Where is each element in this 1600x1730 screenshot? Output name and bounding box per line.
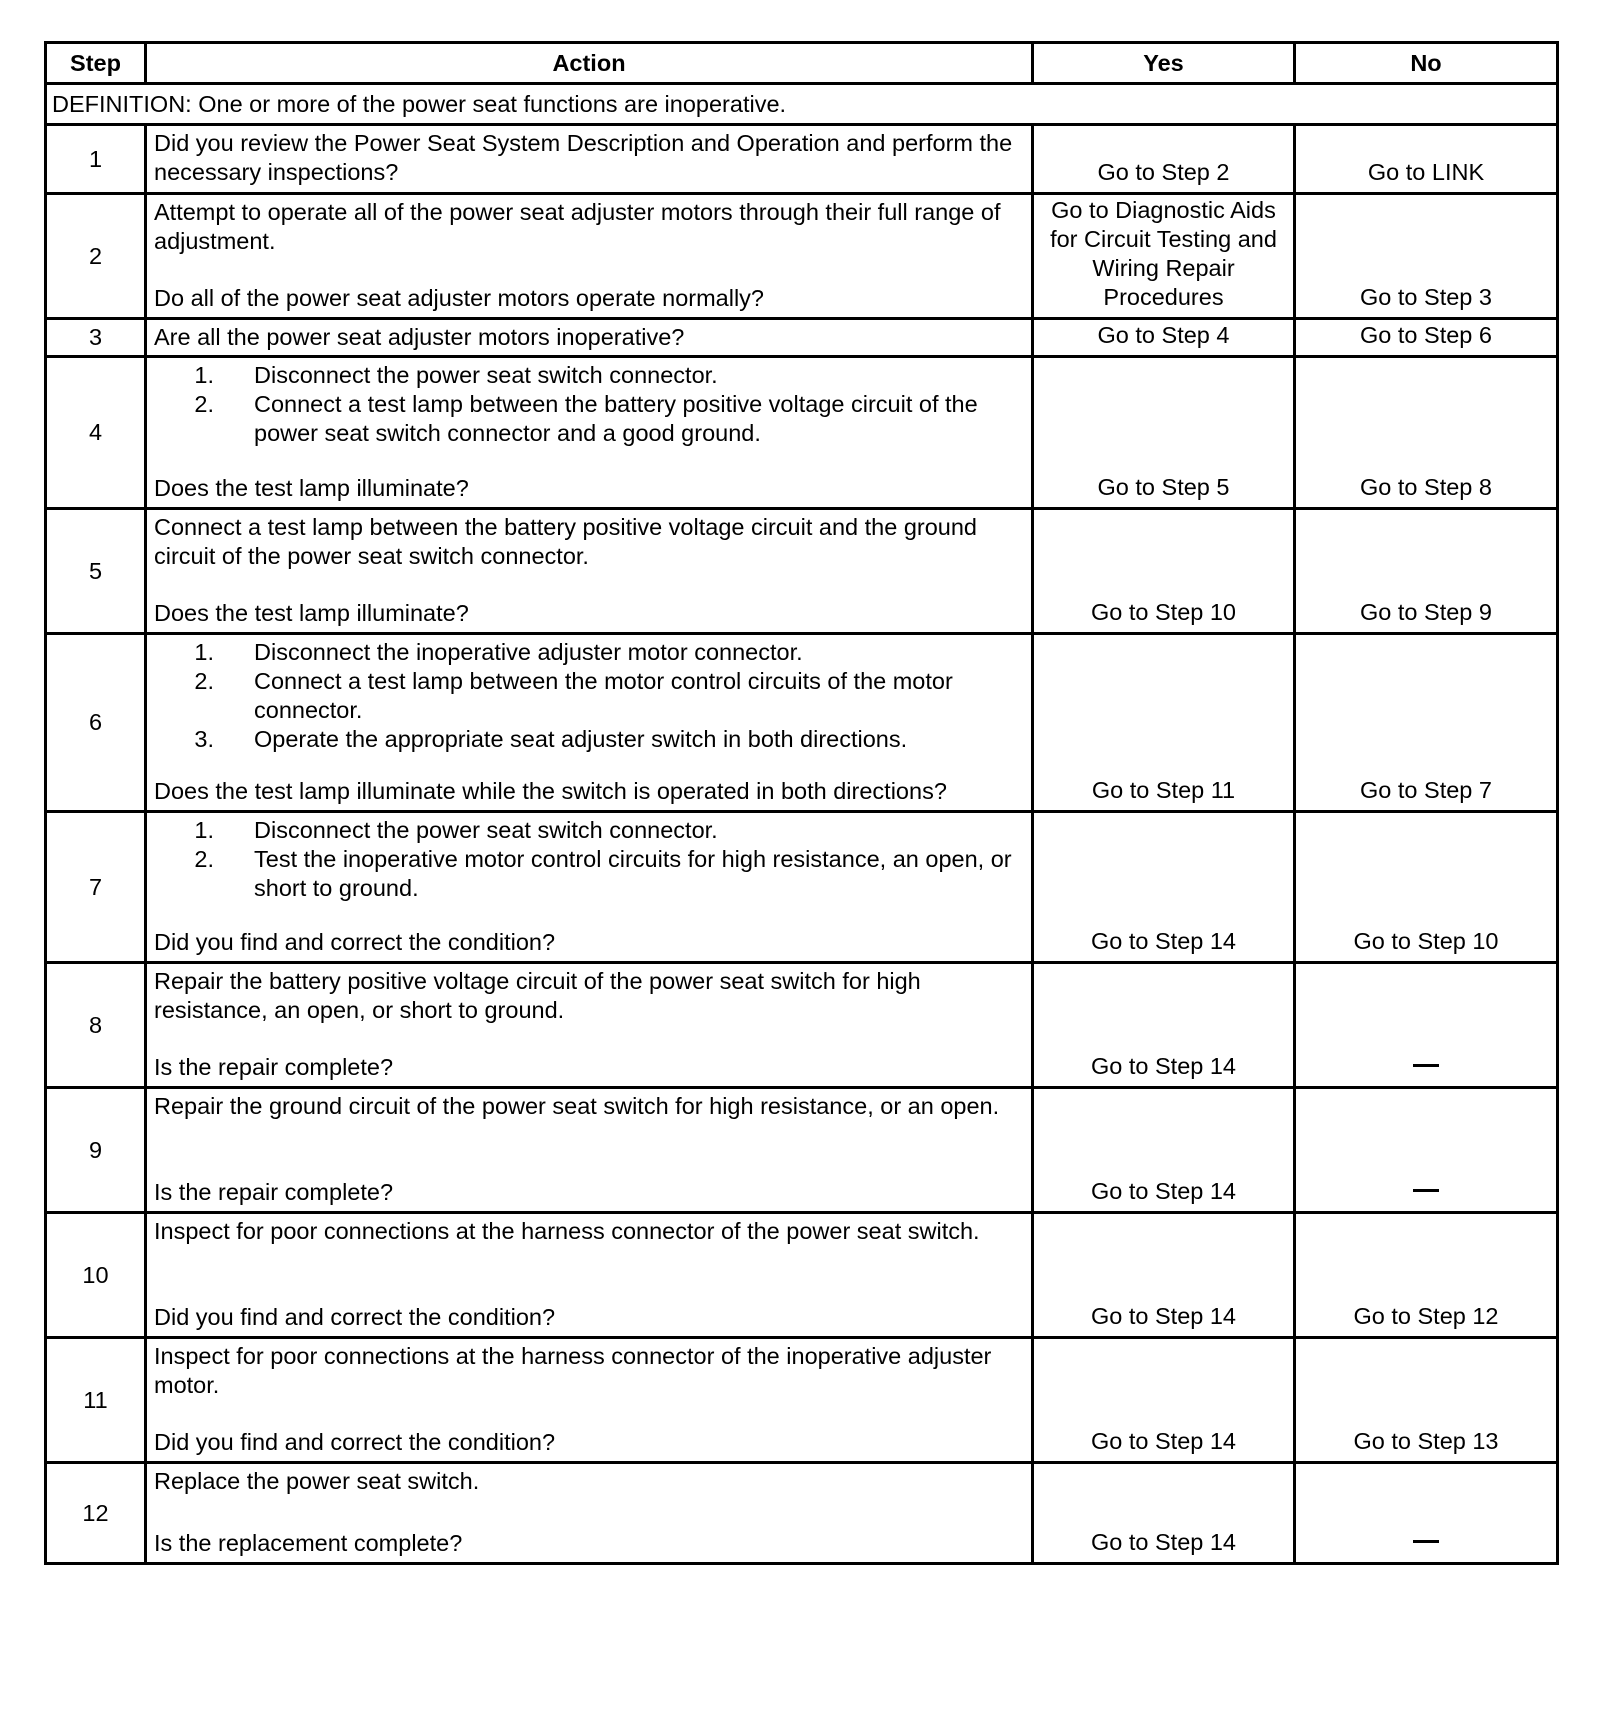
action-steps-list (154, 361, 1025, 448)
action-text: Inspect for poor connections at the harness connector of the inoperative adjuster motor. (154, 1343, 992, 1398)
header-step: Step (46, 43, 146, 84)
action-question: Did you find and correct the condition? (154, 1429, 556, 1455)
no-result (1295, 1088, 1558, 1213)
table-row (46, 634, 1558, 812)
action-cell (146, 1088, 1033, 1213)
action-question: Is the replacement complete? (154, 1530, 463, 1556)
yes-result: Go to Step 4 (1033, 319, 1295, 357)
action-question: Is the repair complete? (154, 1179, 394, 1205)
action-step-item: 2. Test the inoperative motor control circuits for high resistance, an open, or short to ground. (194, 846, 1012, 901)
definition-text: DEFINITION: One or more of the power seat functions are inoperative. (46, 84, 1558, 125)
no-result: Go to Step 13 (1295, 1338, 1558, 1463)
action-cell (146, 812, 1033, 963)
table-row (46, 319, 1558, 357)
no-result: Go to Step 9 (1295, 509, 1558, 634)
action-cell (146, 125, 1033, 194)
action-text: Connect a test lamp between the battery positive voltage circuit and the ground circuit of the power seat switch connector. (154, 514, 977, 569)
yes-result: Go to Step 14 (1033, 963, 1295, 1088)
step-number: 11 (46, 1338, 146, 1463)
action-steps-list (154, 816, 1025, 903)
table-row (46, 1463, 1558, 1564)
not-applicable-dash (1413, 1189, 1439, 1192)
action-question: Does the test lamp illuminate while the switch is operated in both directions? (154, 778, 947, 804)
action-cell (146, 194, 1033, 319)
step-number: 12 (46, 1463, 146, 1564)
no-result: Go to Step 10 (1295, 812, 1558, 963)
step-number: 8 (46, 963, 146, 1088)
action-step-item: 2. Connect a test lamp between the battery positive voltage circuit of the power seat switch connector and a good ground. (194, 391, 978, 446)
definition-row (46, 84, 1558, 125)
step-number: 5 (46, 509, 146, 634)
no-result (1295, 1463, 1558, 1564)
no-result: Go to Step 12 (1295, 1213, 1558, 1338)
yes-result: Go to Diagnostic Aids for Circuit Testing and Wiring Repair Procedures (1033, 194, 1295, 319)
table-row (46, 812, 1558, 963)
step-number: 6 (46, 634, 146, 812)
table-row (46, 125, 1558, 194)
action-text: Repair the ground circuit of the power seat switch for high resistance, or an open. (154, 1093, 1000, 1119)
action-cell (146, 1338, 1033, 1463)
table-row (46, 1213, 1558, 1338)
action-cell (146, 1213, 1033, 1338)
yes-result: Go to Step 10 (1033, 509, 1295, 634)
action-cell (146, 634, 1033, 812)
yes-result: Go to Step 14 (1033, 1213, 1295, 1338)
action-question: Did you find and correct the condition? (154, 929, 556, 955)
not-applicable-dash (1413, 1540, 1439, 1543)
not-applicable-dash (1413, 1064, 1439, 1067)
action-cell (146, 319, 1033, 357)
action-text: Repair the battery positive voltage circuit of the power seat switch for high resistance, an open, or short to ground. (154, 968, 921, 1023)
action-step-item: 2. Connect a test lamp between the motor control circuits of the motor connector. (194, 668, 953, 723)
table-row (46, 963, 1558, 1088)
step-number: 3 (46, 319, 146, 357)
step-number: 4 (46, 357, 146, 509)
action-text: Did you review the Power Seat System Description and Operation and perform the necessary inspections? (154, 130, 1013, 185)
yes-result: Go to Step 5 (1033, 357, 1295, 509)
yes-result: Go to Step 14 (1033, 1463, 1295, 1564)
yes-result: Go to Step 2 (1033, 125, 1295, 194)
action-step-item: 1. Disconnect the power seat switch connector. (194, 817, 718, 843)
no-result: Go to Step 7 (1295, 634, 1558, 812)
action-text: Replace the power seat switch. (154, 1468, 480, 1494)
table-row (46, 1088, 1558, 1213)
action-question: Did you find and correct the condition? (154, 1304, 556, 1330)
yes-result: Go to Step 11 (1033, 634, 1295, 812)
no-result: Go to Step 3 (1295, 194, 1558, 319)
action-step-item: 3. Operate the appropriate seat adjuster switch in both directions. (194, 726, 908, 752)
yes-result: Go to Step 14 (1033, 1088, 1295, 1213)
step-number: 7 (46, 812, 146, 963)
step-number: 10 (46, 1213, 146, 1338)
yes-result: Go to Step 14 (1033, 812, 1295, 963)
action-cell (146, 509, 1033, 634)
action-cell (146, 357, 1033, 509)
table-row (46, 357, 1558, 509)
diagnostic-table (44, 41, 1559, 1565)
action-text: Inspect for poor connections at the harness connector of the power seat switch. (154, 1218, 980, 1244)
action-step-item: 1. Disconnect the inoperative adjuster motor connector. (194, 639, 803, 665)
step-number: 9 (46, 1088, 146, 1213)
table-row (46, 1338, 1558, 1463)
action-question: Is the repair complete? (154, 1054, 394, 1080)
action-step-item: 1. Disconnect the power seat switch connector. (194, 362, 718, 388)
action-cell (146, 1463, 1033, 1564)
header-row (46, 43, 1558, 84)
no-result (1295, 963, 1558, 1088)
no-result: Go to Step 8 (1295, 357, 1558, 509)
header-yes: Yes (1033, 43, 1295, 84)
header-action: Action (146, 43, 1033, 84)
action-question: Do all of the power seat adjuster motors operate normally? (154, 285, 765, 311)
action-steps-list (154, 638, 1025, 754)
table-row (46, 509, 1558, 634)
action-text: Attempt to operate all of the power seat adjuster motors through their full range of adjustment. (154, 199, 1001, 254)
no-result: Go to LINK (1295, 125, 1558, 194)
action-question: Does the test lamp illuminate? (154, 600, 469, 626)
step-number: 1 (46, 125, 146, 194)
table-row (46, 194, 1558, 319)
action-question: Does the test lamp illuminate? (154, 475, 469, 501)
action-cell (146, 963, 1033, 1088)
action-text: Are all the power seat adjuster motors inoperative? (154, 324, 685, 350)
no-result: Go to Step 6 (1295, 319, 1558, 357)
header-no: No (1295, 43, 1558, 84)
step-number: 2 (46, 194, 146, 319)
yes-result: Go to Step 14 (1033, 1338, 1295, 1463)
